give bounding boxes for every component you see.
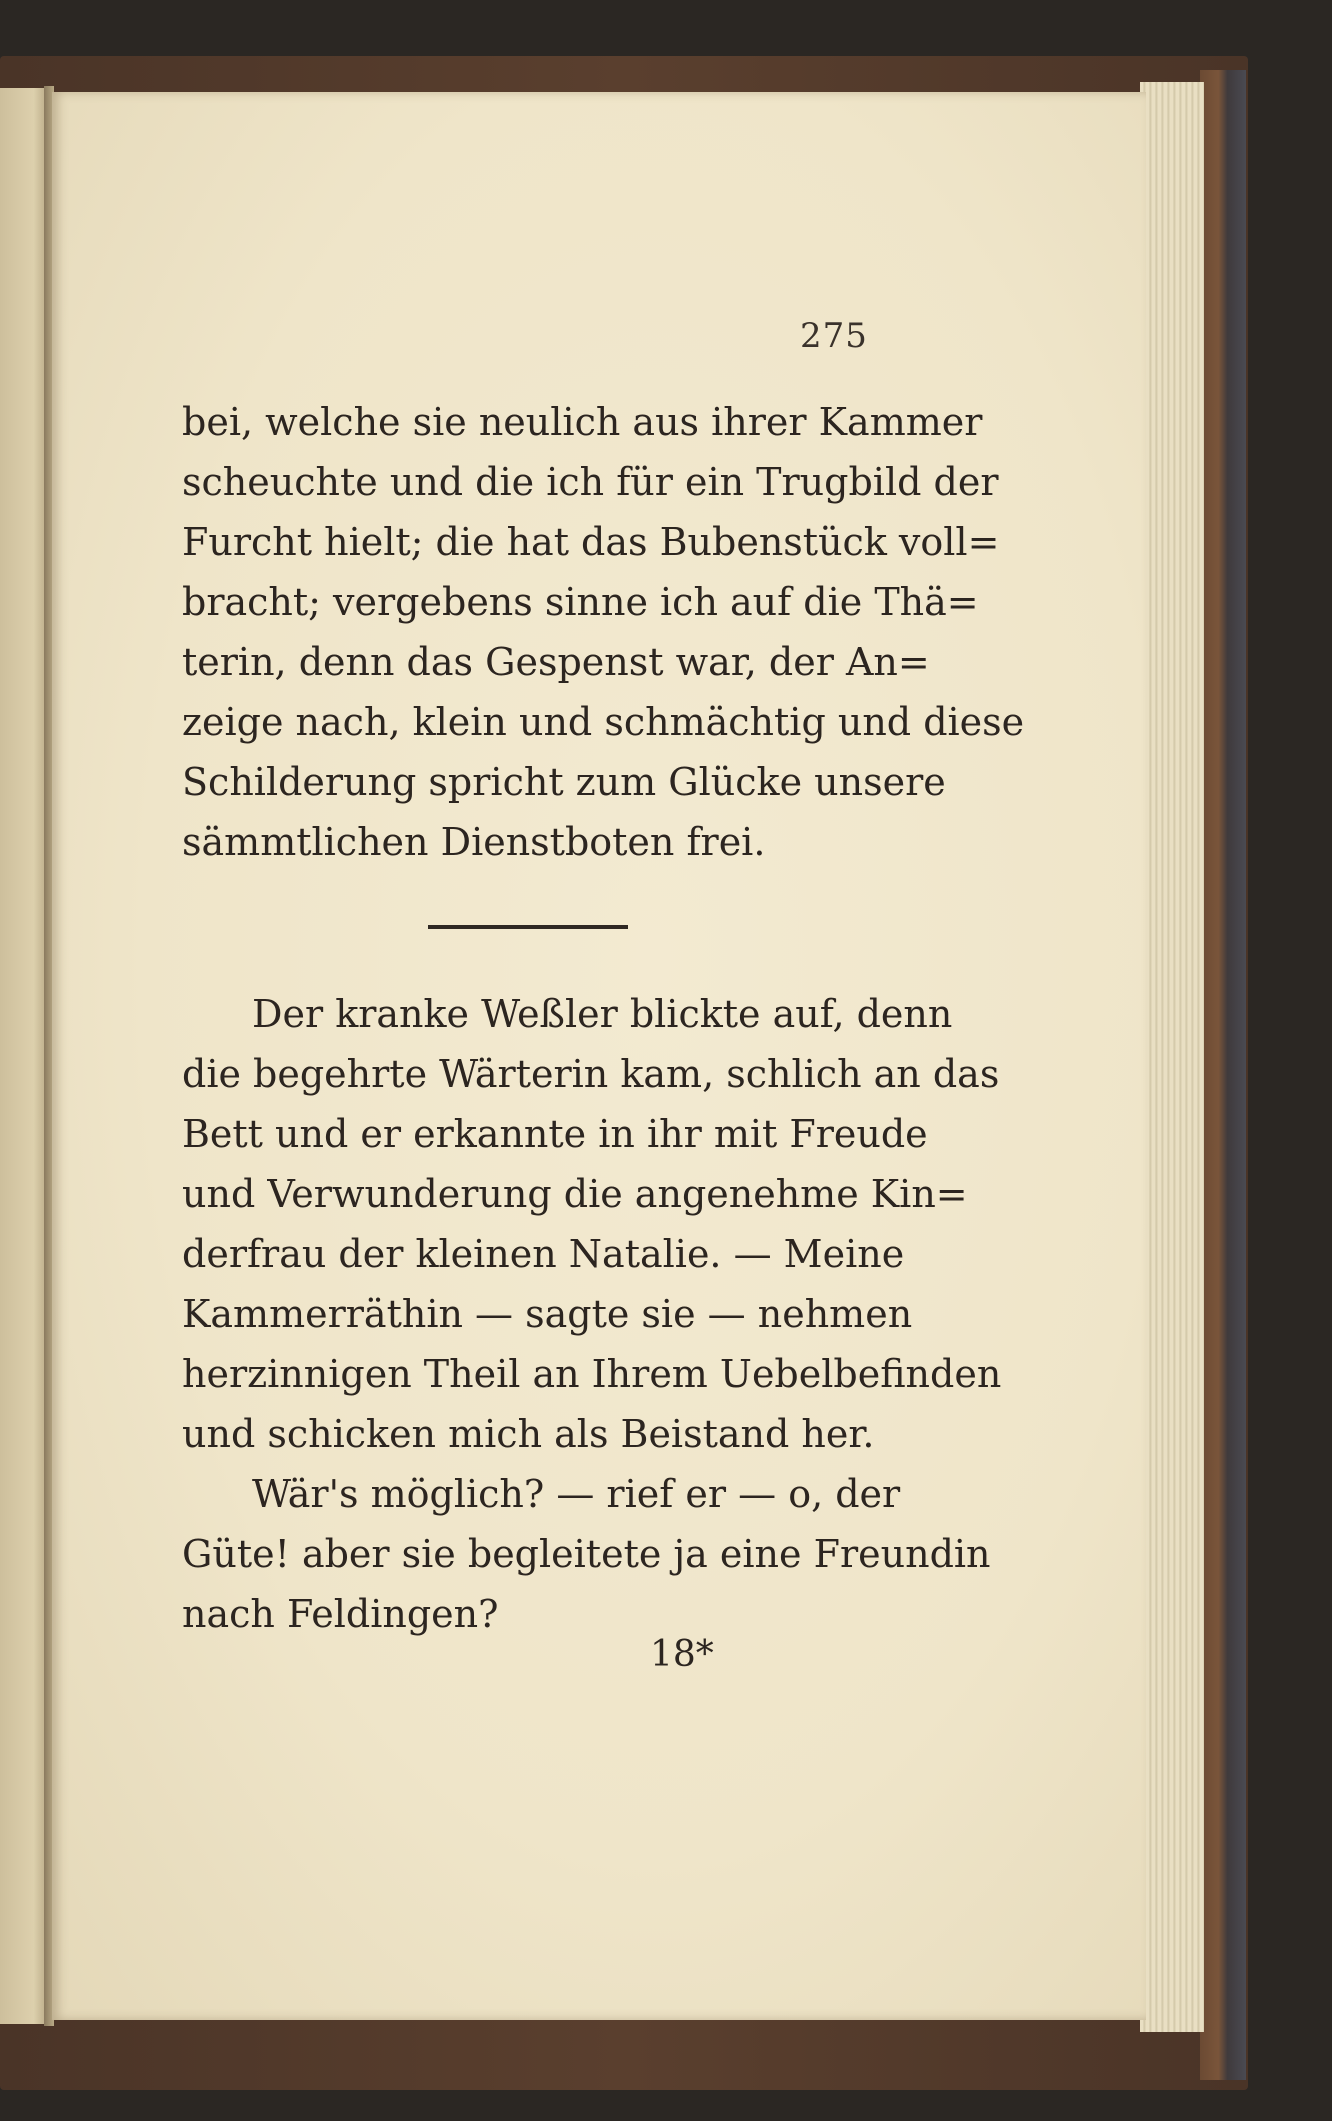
text-line: zeige nach, klein und schmächtig und diese bbox=[182, 700, 1025, 744]
text-line: und schicken mich als Beistand her. bbox=[182, 1412, 875, 1456]
signature-mark: 18* bbox=[650, 1634, 714, 1675]
text-line: herzinnigen Theil an Ihrem Uebelbefinden bbox=[182, 1352, 1002, 1396]
text-line: nach Feldingen? bbox=[182, 1592, 499, 1636]
page-number: 275 bbox=[800, 316, 868, 356]
text-line: Schilderung spricht zum Glücke unsere bbox=[182, 760, 946, 804]
left-page-edge bbox=[0, 88, 48, 2024]
page-edges bbox=[1140, 82, 1204, 2032]
text-line: Wär's möglich? — rief er — o, der bbox=[252, 1472, 901, 1516]
book-cover-edge bbox=[1200, 70, 1246, 2080]
text-line: Güte! aber sie begleitete ja eine Freundin bbox=[182, 1532, 991, 1576]
section-divider bbox=[428, 925, 628, 929]
text-line: bei, welche sie neulich aus ihrer Kammer bbox=[182, 400, 983, 444]
text-line: und Verwunderung die angenehme Kin= bbox=[182, 1172, 968, 1216]
text-line: die begehrte Wärterin kam, schlich an das bbox=[182, 1052, 1000, 1096]
text-line: sämmtlichen Dienstboten frei. bbox=[182, 820, 766, 864]
text-line: derfrau der kleinen Natalie. — Meine bbox=[182, 1232, 905, 1276]
text-line: Furcht hielt; die hat das Bubenstück voll= bbox=[182, 520, 1000, 564]
text-line: Bett und er erkannte in ihr mit Freude bbox=[182, 1112, 928, 1156]
text-line: bracht; vergebens sinne ich auf die Thä= bbox=[182, 580, 979, 624]
text-line: Kammerräthin — sagte sie — nehmen bbox=[182, 1292, 913, 1336]
text-line: Der kranke Weßler blickte auf, denn bbox=[252, 992, 953, 1036]
text-line: terin, denn das Gespenst war, der An= bbox=[182, 640, 930, 684]
text-line: scheuchte und die ich für ein Trugbild der bbox=[182, 460, 999, 504]
